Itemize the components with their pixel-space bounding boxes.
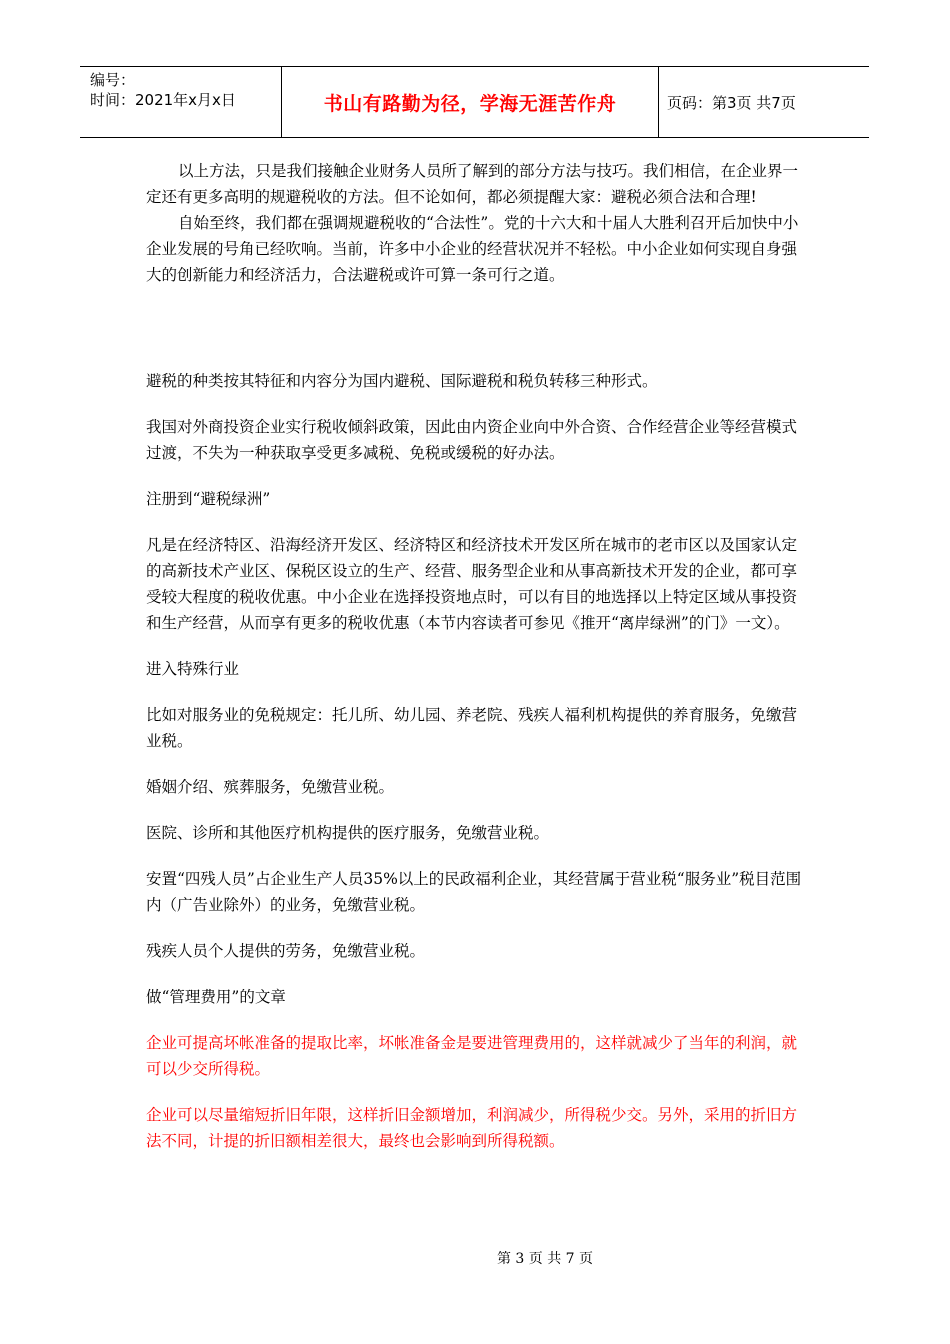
intro-paragraph: 自始至终，我们都在强调规避税收的“合法性”。党的十六大和十届人大胜利召开后加快中小企业发展的号角已经吹响。当前，许多中小企业的经营状况并不轻松。中小企业如何实现自身强大的创新能力和经济活力，合法避税或许可算一条可行之道。 — [146, 214, 799, 284]
section-heading: 注册到“避税绿洲” — [146, 490, 271, 508]
document-number-label: 编号： — [90, 71, 136, 89]
section-heading: 做“管理费用”的文章 — [146, 988, 286, 1006]
body-paragraph: 婚姻介绍、殡葬服务，免缴营业税。 — [146, 778, 395, 796]
intro-paragraph: 以上方法，只是我们接触企业财务人员所了解到的部分方法与技巧。我们相信，在企业界一定还有更多高明的规避税收的方法。但不论如何，都必须提醒大家：避税必须合法和合理! — [146, 162, 799, 206]
header-meta — [80, 67, 282, 137]
body-paragraph: 我国对外商投资企业实行税收倾斜政策，因此由内资企业向中外合资、合作经营企业等经营模式过渡，不失为一种获取享受更多减税、免税或缓税的好办法。 — [146, 418, 798, 462]
highlighted-paragraph: 企业可提高坏帐准备的提取比率，坏帐准备金是要进管理费用的，这样就减少了当年的利润，就可以少交所得税。 — [146, 1034, 798, 1078]
body-paragraph: 残疾人员个人提供的劳务，免缴营业税。 — [146, 942, 426, 960]
body-paragraph: 医院、诊所和其他医疗机构提供的医疗服务，免缴营业税。 — [146, 824, 550, 842]
body-paragraph: 比如对服务业的免税规定：托儿所、幼儿园、养老院、残疾人福利机构提供的养育服务，免缴营业税。 — [146, 706, 798, 750]
body-paragraph: 安置“四残人员”占企业生产人员35%以上的民政福利企业，其经营属于营业税“服务业”税目范围内（广告业除外）的业务，免缴营业税。 — [146, 870, 802, 914]
document-time-label: 时间：2021年x月x日 — [90, 91, 236, 109]
section-heading: 进入特殊行业 — [146, 660, 240, 678]
body-paragraph: 避税的种类按其特征和内容分为国内避税、国际避税和税负转移三种形式。 — [146, 372, 658, 390]
highlighted-paragraph: 企业可以尽量缩短折旧年限，这样折旧金额增加，利润减少，所得税少交。另外，采用的折旧方法不同，计提的折旧额相差很大，最终也会影响到所得税额。 — [146, 1106, 798, 1150]
body-paragraph: 凡是在经济特区、沿海经济开发区、经济特区和经济技术开发区所在城市的老市区以及国家认定的高新技术产业区、保税区设立的生产、经营、服务型企业和从事高新技术开发的企业，都可享受较大程度的税收优惠。中小企业在选择投资地点时，可以有目的地选择以上特定区域从事投资和生产经营，从而享有更多的税收优惠（本节内容读者可参见《推开“离岸绿洲”的门》一文）。 — [146, 536, 798, 632]
page-header — [80, 66, 869, 138]
header-motto: 书山有路勤为径，学海无涯苦作舟 — [282, 67, 659, 137]
page-footer: 第 3 页 共 7 页 — [496, 1251, 594, 1267]
document-body — [146, 158, 806, 1174]
header-page-label: 页码：第3页 共7页 — [667, 93, 796, 112]
